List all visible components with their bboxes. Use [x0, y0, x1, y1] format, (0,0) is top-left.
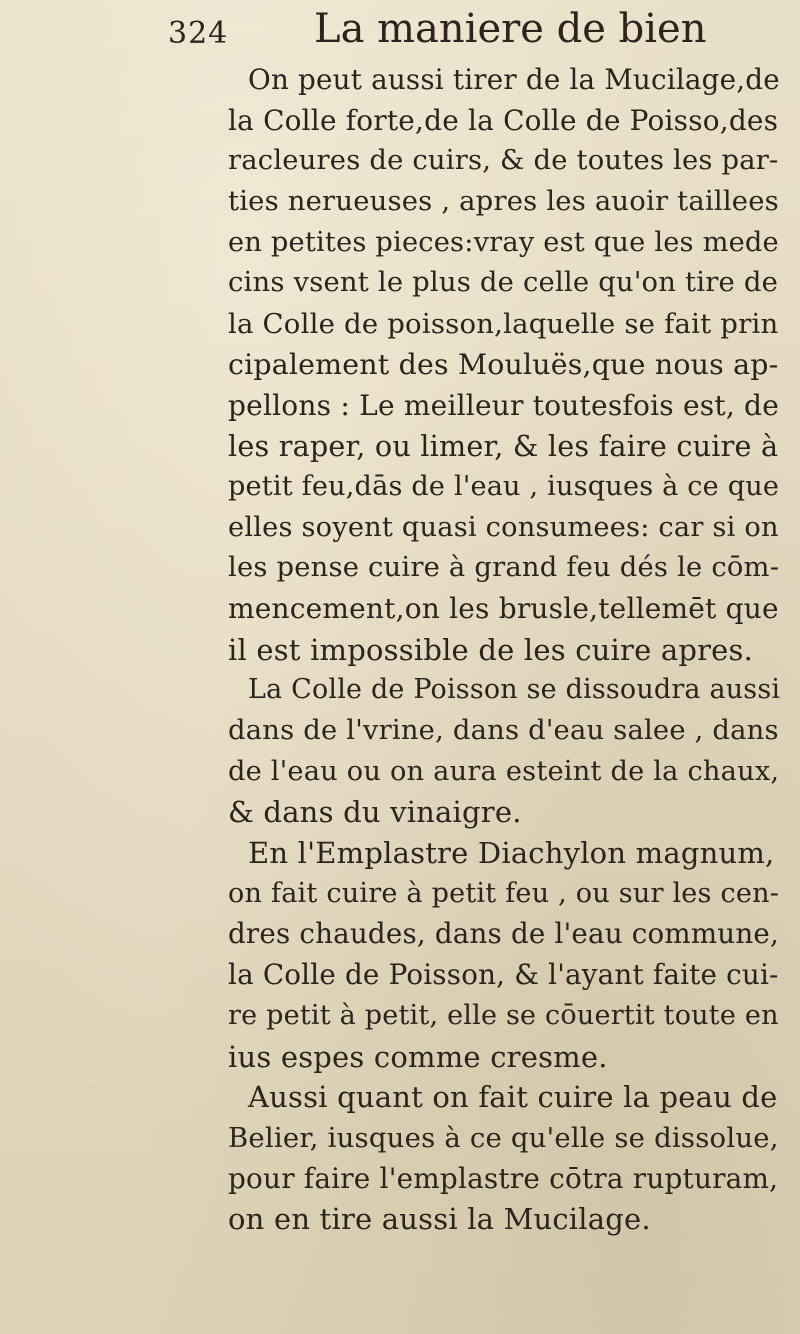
text-line: dres chaudes, dans de l'eau commune, [228, 917, 779, 951]
text-line: Belier, iusques à ce qu'elle se dissolue, [228, 1121, 779, 1154]
text-line: La Colle de Poisson se dissoudra aussi [248, 674, 781, 706]
text-line: ties nerueuses , apres les auoir taillees [228, 186, 779, 218]
text-line: les pense cuire à grand feu dés le cōm- [228, 552, 780, 584]
text-line: les raper, ou limer, & les faire cuire à [228, 429, 779, 464]
text-line: pour faire l'emplastre cōtra rupturam, [228, 1161, 779, 1195]
text-line: ius espes comme cresme. [228, 1039, 608, 1074]
text-line: En l'Emplastre Diachylon magnum, [248, 836, 775, 871]
text-line: cins vsent le plus de celle qu'on tire de [228, 267, 778, 299]
text-line: en petites pieces:vray est que les mede [228, 226, 779, 258]
text-line: petit feu,dās de l'eau , iusques à ce que [228, 470, 780, 502]
text-line: la Colle de poisson,laquelle se fait prin [228, 308, 779, 341]
body-text [228, 60, 784, 1240]
text-line: on en tire aussi la Mucilage. [228, 1202, 651, 1237]
text-line: racleures de cuirs, & de toutes les par- [228, 145, 779, 177]
text-line: pellons : Le meilleur toutesfois est, de [228, 388, 780, 422]
running-head: La maniere de bien [314, 6, 707, 52]
text-line: & dans du vinaigre. [228, 795, 522, 830]
text-line: Aussi quant on fait cuire la peau de [248, 1080, 778, 1115]
text-line: cipalement des Mouluës,que nous ap- [228, 347, 779, 381]
text-line: la Colle forte,de la Colle de Poisso,des [228, 103, 779, 137]
text-line: de l'eau ou on aura esteint de la chaux, [228, 755, 780, 787]
text-line: mencement,on les brusle,tellemēt que [228, 591, 779, 625]
text-line: on fait cuire à petit feu , ou sur les cen- [228, 877, 780, 909]
text-line: dans de l'vrine, dans d'eau salee , dans [228, 715, 779, 746]
text-line: On peut aussi tirer de la Mucilage,de [248, 63, 780, 96]
text-line: elles soyent quasi consumees: car si on [228, 511, 779, 543]
page-number: 324 [168, 16, 229, 51]
text-line: il est impossible de les cuire apres. [228, 632, 754, 667]
page-header [168, 6, 768, 56]
text-line: re petit à petit, elle se cōuertit toute en [228, 999, 779, 1031]
text-line: la Colle de Poisson, & l'ayant faite cui- [228, 958, 779, 992]
